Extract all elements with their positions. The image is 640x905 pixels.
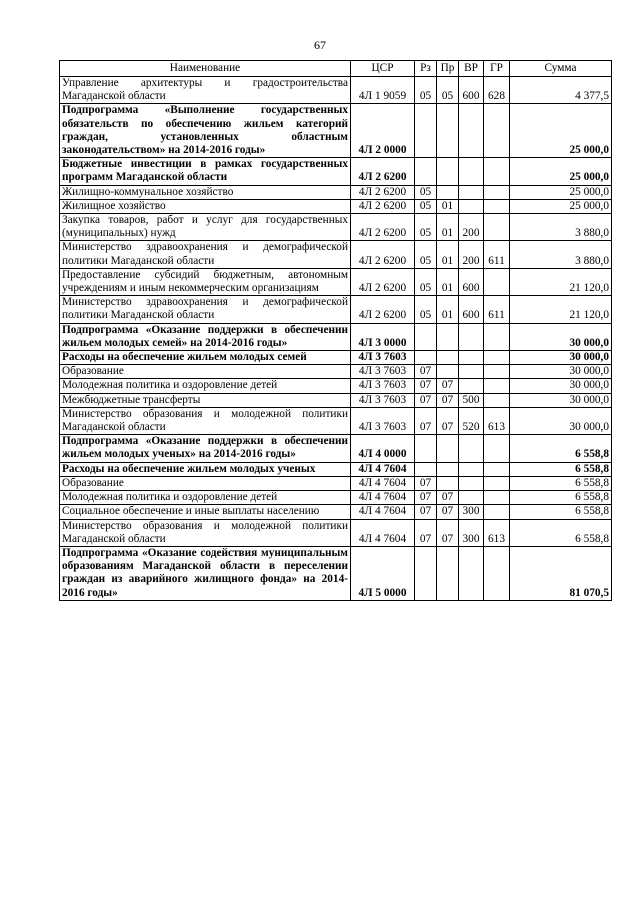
row-gr-cell	[484, 476, 510, 490]
row-gr-cell	[484, 199, 510, 213]
table-row	[60, 323, 612, 350]
row-rz-cell	[415, 351, 437, 365]
row-csr-cell: 4Л 4 7604	[351, 491, 415, 505]
row-vr-cell: 500	[459, 393, 484, 407]
row-pr-cell	[437, 323, 459, 350]
row-csr-cell: 4Л 3 7603	[351, 351, 415, 365]
row-gr-cell	[484, 491, 510, 505]
row-gr-cell: 628	[484, 77, 510, 104]
row-name-cell: Министерство здравоохранения и демографической политики Магаданской области	[60, 296, 351, 323]
row-csr-cell: 4Л 4 7604	[351, 505, 415, 519]
row-vr-cell	[459, 476, 484, 490]
row-pr-cell: 07	[437, 505, 459, 519]
row-csr-cell: 4Л 3 7603	[351, 393, 415, 407]
row-name-cell: Предоставление субсидий бюджетным, автономным учреждениям и иным некоммерческим организациям	[60, 268, 351, 295]
table-row	[60, 546, 612, 600]
row-pr-cell	[437, 435, 459, 462]
table-row	[60, 104, 612, 158]
row-gr-cell	[484, 462, 510, 476]
table-row	[60, 351, 612, 365]
row-vr-cell: 200	[459, 214, 484, 241]
row-sum-cell: 4 377,5	[510, 77, 612, 104]
row-csr-cell: 4Л 4 7604	[351, 476, 415, 490]
row-rz-cell: 05	[415, 77, 437, 104]
row-name-cell: Министерство образования и молодежной политики Магаданской области	[60, 407, 351, 434]
row-sum-cell: 30 000,0	[510, 393, 612, 407]
header-name: Наименование	[60, 61, 351, 77]
row-rz-cell: 05	[415, 185, 437, 199]
row-vr-cell	[459, 158, 484, 185]
row-vr-cell	[459, 185, 484, 199]
table-row	[60, 505, 612, 519]
row-rz-cell: 07	[415, 476, 437, 490]
row-sum-cell: 25 000,0	[510, 199, 612, 213]
row-pr-cell	[437, 546, 459, 600]
row-csr-cell: 4Л 2 6200	[351, 199, 415, 213]
table-row	[60, 77, 612, 104]
row-sum-cell: 25 000,0	[510, 104, 612, 158]
row-gr-cell	[484, 268, 510, 295]
row-gr-cell	[484, 323, 510, 350]
row-gr-cell	[484, 505, 510, 519]
row-vr-cell	[459, 546, 484, 600]
row-rz-cell: 07	[415, 365, 437, 379]
row-vr-cell	[459, 491, 484, 505]
row-gr-cell	[484, 104, 510, 158]
row-csr-cell: 4Л 2 6200	[351, 296, 415, 323]
row-rz-cell: 07	[415, 407, 437, 434]
row-sum-cell: 30 000,0	[510, 351, 612, 365]
row-gr-cell: 613	[484, 519, 510, 546]
row-rz-cell: 07	[415, 393, 437, 407]
row-sum-cell: 6 558,8	[510, 519, 612, 546]
row-sum-cell: 3 880,0	[510, 241, 612, 268]
table-row	[60, 365, 612, 379]
row-pr-cell	[437, 365, 459, 379]
row-name-cell: Молодежная политика и оздоровление детей	[60, 491, 351, 505]
row-csr-cell: 4Л 1 9059	[351, 77, 415, 104]
row-pr-cell: 07	[437, 379, 459, 393]
row-rz-cell: 07	[415, 491, 437, 505]
row-sum-cell: 6 558,8	[510, 505, 612, 519]
row-rz-cell: 07	[415, 379, 437, 393]
row-sum-cell: 25 000,0	[510, 158, 612, 185]
row-name-cell: Закупка товаров, работ и услуг для государственных (муниципальных) нужд	[60, 214, 351, 241]
row-csr-cell: 4Л 3 7603	[351, 407, 415, 434]
table-header-row	[60, 61, 612, 77]
row-csr-cell: 4Л 5 0000	[351, 546, 415, 600]
row-name-cell: Образование	[60, 476, 351, 490]
row-name-cell: Подпрограмма «Оказание поддержки в обеспечении жильем молодых ученых» на 2014-2016 годы»	[60, 435, 351, 462]
row-pr-cell: 07	[437, 407, 459, 434]
row-name-cell: Подпрограмма «Оказание содействия муниципальным образованиям Магаданской области в переселении граждан из аварийного жилищного фонда» на 2014-2016 годы»	[60, 546, 351, 600]
row-vr-cell: 300	[459, 519, 484, 546]
row-vr-cell: 520	[459, 407, 484, 434]
row-csr-cell: 4Л 4 0000	[351, 435, 415, 462]
row-gr-cell	[484, 365, 510, 379]
row-name-cell: Жилищно-коммунальное хозяйство	[60, 185, 351, 199]
row-csr-cell: 4Л 2 6200	[351, 158, 415, 185]
header-vr: ВР	[459, 61, 484, 77]
row-vr-cell: 600	[459, 77, 484, 104]
row-gr-cell	[484, 546, 510, 600]
row-name-cell: Молодежная политика и оздоровление детей	[60, 379, 351, 393]
row-name-cell: Жилищное хозяйство	[60, 199, 351, 213]
row-sum-cell: 30 000,0	[510, 365, 612, 379]
row-pr-cell: 01	[437, 241, 459, 268]
row-gr-cell: 613	[484, 407, 510, 434]
row-name-cell: Социальное обеспечение и иные выплаты населению	[60, 505, 351, 519]
table-row	[60, 214, 612, 241]
row-vr-cell	[459, 365, 484, 379]
row-sum-cell: 30 000,0	[510, 379, 612, 393]
row-pr-cell: 07	[437, 519, 459, 546]
row-csr-cell: 4Л 3 0000	[351, 323, 415, 350]
row-sum-cell: 6 558,8	[510, 491, 612, 505]
row-rz-cell	[415, 546, 437, 600]
header-gr: ГР	[484, 61, 510, 77]
row-sum-cell: 21 120,0	[510, 268, 612, 295]
table-row	[60, 158, 612, 185]
table-row	[60, 491, 612, 505]
header-rz: Рз	[415, 61, 437, 77]
row-rz-cell: 05	[415, 214, 437, 241]
row-csr-cell: 4Л 4 7604	[351, 519, 415, 546]
row-rz-cell: 05	[415, 296, 437, 323]
row-name-cell: Подпрограмма «Оказание поддержки в обеспечении жильем молодых семей» на 2014-2016 годы»	[60, 323, 351, 350]
table-row	[60, 393, 612, 407]
row-rz-cell	[415, 435, 437, 462]
table-row	[60, 199, 612, 213]
row-name-cell: Управление архитектуры и градостроительства Магаданской области	[60, 77, 351, 104]
row-gr-cell	[484, 435, 510, 462]
row-vr-cell	[459, 435, 484, 462]
row-vr-cell: 600	[459, 268, 484, 295]
table-row	[60, 185, 612, 199]
row-vr-cell: 600	[459, 296, 484, 323]
row-csr-cell: 4Л 2 6200	[351, 185, 415, 199]
row-csr-cell: 4Л 3 7603	[351, 379, 415, 393]
row-rz-cell: 07	[415, 505, 437, 519]
row-pr-cell	[437, 351, 459, 365]
row-gr-cell	[484, 158, 510, 185]
row-vr-cell	[459, 104, 484, 158]
table-row	[60, 462, 612, 476]
row-gr-cell: 611	[484, 241, 510, 268]
row-csr-cell: 4Л 4 7604	[351, 462, 415, 476]
row-rz-cell	[415, 158, 437, 185]
table-row	[60, 268, 612, 295]
row-name-cell: Подпрограмма «Выполнение государственных обязательств по обеспечению жильем категорий граждан, установленных областным законодательством» на 2014-2016 годы»	[60, 104, 351, 158]
header-csr: ЦСР	[351, 61, 415, 77]
row-sum-cell: 81 070,5	[510, 546, 612, 600]
table-row	[60, 519, 612, 546]
row-pr-cell	[437, 104, 459, 158]
row-vr-cell	[459, 462, 484, 476]
row-pr-cell	[437, 462, 459, 476]
row-vr-cell: 200	[459, 241, 484, 268]
row-name-cell: Образование	[60, 365, 351, 379]
row-rz-cell: 07	[415, 519, 437, 546]
row-pr-cell	[437, 476, 459, 490]
row-csr-cell: 4Л 2 6200	[351, 214, 415, 241]
row-name-cell: Расходы на обеспечение жильем молодых семей	[60, 351, 351, 365]
row-rz-cell: 05	[415, 268, 437, 295]
row-name-cell: Министерство здравоохранения и демографической политики Магаданской области	[60, 241, 351, 268]
table-row	[60, 407, 612, 434]
row-gr-cell	[484, 214, 510, 241]
row-name-cell: Межбюджетные трансферты	[60, 393, 351, 407]
row-csr-cell: 4Л 3 7603	[351, 365, 415, 379]
row-gr-cell: 611	[484, 296, 510, 323]
table-row	[60, 241, 612, 268]
row-rz-cell	[415, 323, 437, 350]
row-csr-cell: 4Л 2 6200	[351, 241, 415, 268]
row-vr-cell	[459, 379, 484, 393]
row-pr-cell: 07	[437, 393, 459, 407]
row-name-cell: Министерство образования и молодежной политики Магаданской области	[60, 519, 351, 546]
row-pr-cell: 05	[437, 77, 459, 104]
row-vr-cell	[459, 323, 484, 350]
row-sum-cell: 6 558,8	[510, 476, 612, 490]
row-rz-cell	[415, 462, 437, 476]
row-sum-cell: 6 558,8	[510, 462, 612, 476]
row-pr-cell: 01	[437, 199, 459, 213]
row-vr-cell: 300	[459, 505, 484, 519]
row-gr-cell	[484, 351, 510, 365]
header-pr: Пр	[437, 61, 459, 77]
table-row	[60, 379, 612, 393]
row-gr-cell	[484, 393, 510, 407]
row-rz-cell: 05	[415, 241, 437, 268]
row-pr-cell	[437, 185, 459, 199]
table-row	[60, 435, 612, 462]
row-vr-cell	[459, 199, 484, 213]
row-vr-cell	[459, 351, 484, 365]
row-pr-cell: 01	[437, 214, 459, 241]
table-row	[60, 476, 612, 490]
page-number: 67	[314, 38, 326, 52]
table-row	[60, 296, 612, 323]
row-sum-cell: 21 120,0	[510, 296, 612, 323]
row-name-cell: Бюджетные инвестиции в рамках государственных программ Магаданской области	[60, 158, 351, 185]
row-rz-cell	[415, 104, 437, 158]
row-rz-cell: 05	[415, 199, 437, 213]
row-sum-cell: 25 000,0	[510, 185, 612, 199]
row-sum-cell: 6 558,8	[510, 435, 612, 462]
row-name-cell: Расходы на обеспечение жильем молодых ученых	[60, 462, 351, 476]
row-sum-cell: 30 000,0	[510, 323, 612, 350]
row-gr-cell	[484, 379, 510, 393]
row-gr-cell	[484, 185, 510, 199]
row-pr-cell: 01	[437, 296, 459, 323]
row-sum-cell: 30 000,0	[510, 407, 612, 434]
budget-table	[59, 60, 612, 601]
row-csr-cell: 4Л 2 0000	[351, 104, 415, 158]
row-csr-cell: 4Л 2 6200	[351, 268, 415, 295]
row-pr-cell	[437, 158, 459, 185]
row-sum-cell: 3 880,0	[510, 214, 612, 241]
row-pr-cell: 07	[437, 491, 459, 505]
header-sum: Сумма	[510, 61, 612, 77]
row-pr-cell: 01	[437, 268, 459, 295]
